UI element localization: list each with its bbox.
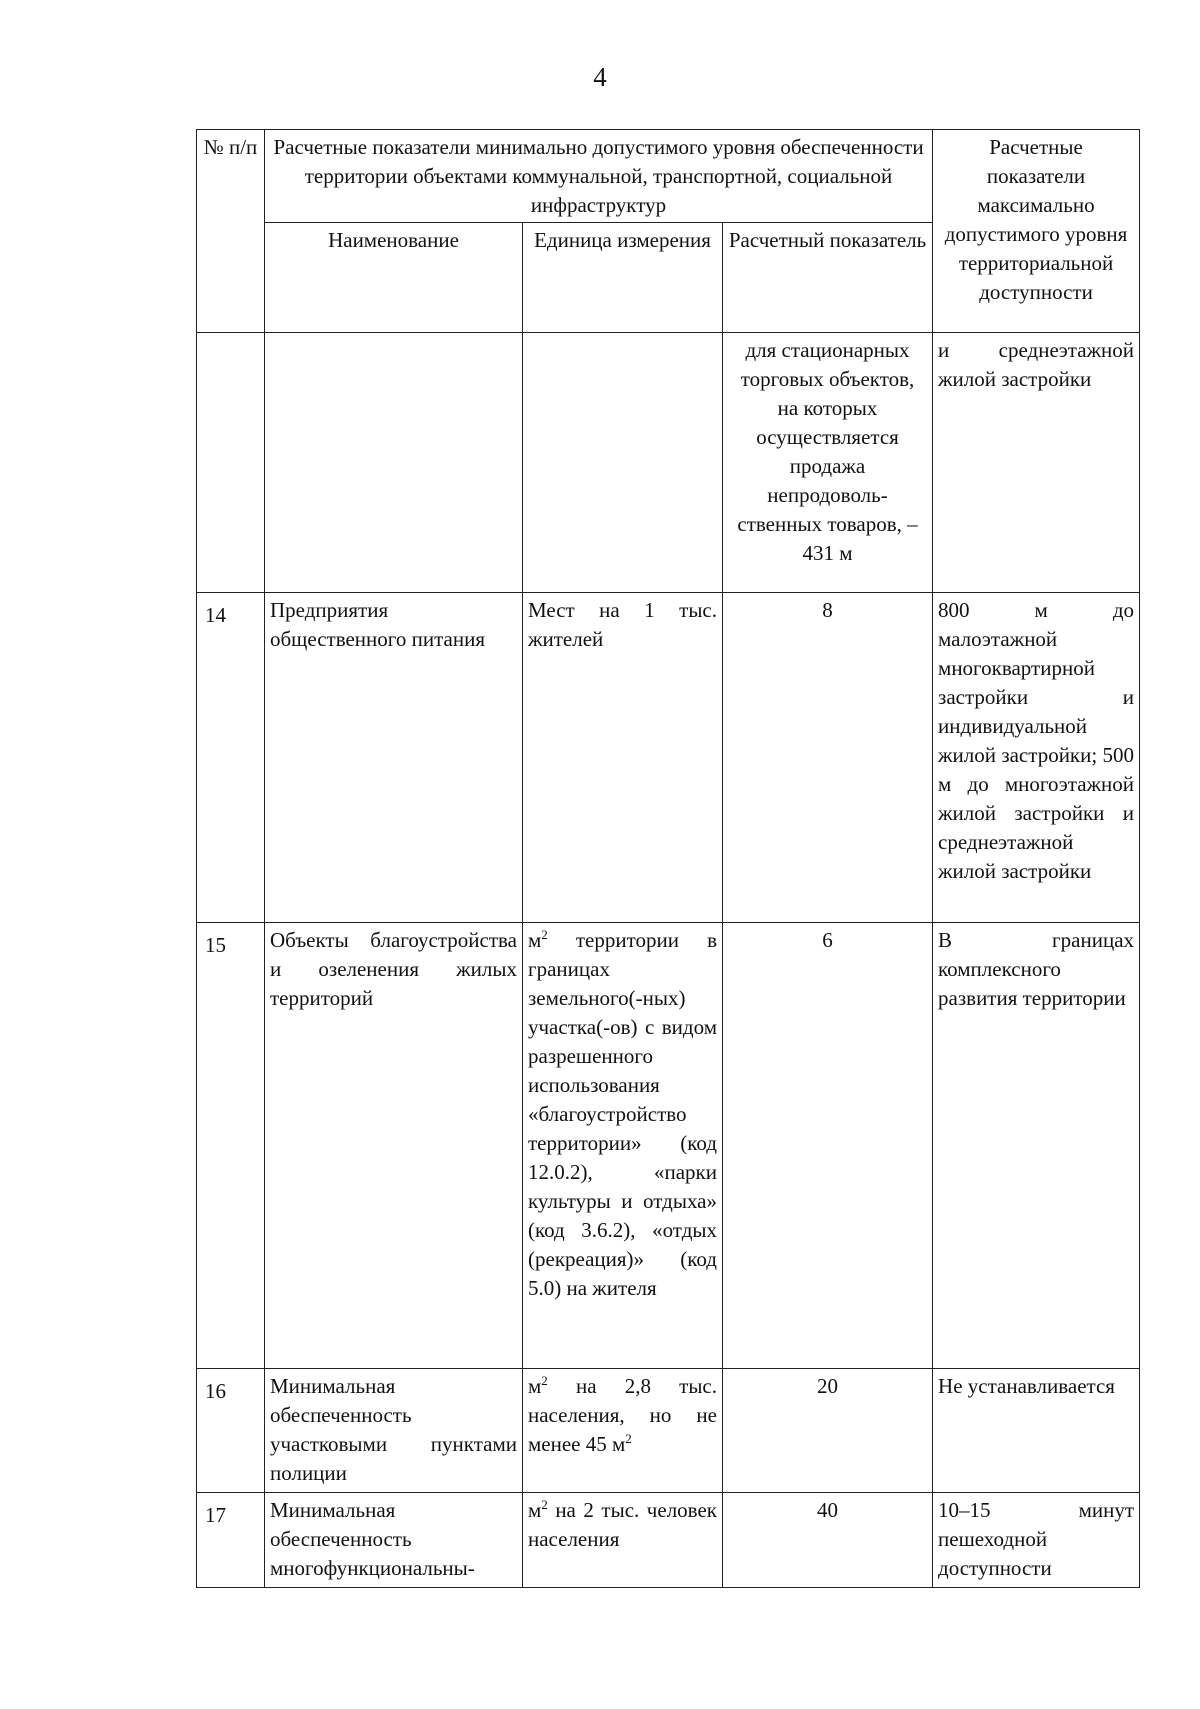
cell-number: 17 — [197, 1493, 265, 1588]
table-row — [197, 1493, 1140, 1588]
cell-name: Минимальная обеспеченность участковыми пунктами полиции — [265, 1369, 523, 1493]
header-name: Наименование — [265, 223, 523, 333]
cell-max: 800 м до малоэтажной многоквартирной застройки и индивидуальной жилой застройки; 500 м до многоэтажной жилой застройки и среднеэтажной жилой застройки — [933, 593, 1140, 923]
cell-value: для стационарных торговых объектов, на которых осуществляется продажа непродоволь-ственных товаров, – 431 м — [723, 333, 933, 593]
header-max-indicator: Расчетные показатели максимально допустимого уровня территориальной доступности — [933, 130, 1140, 333]
cell-value: 6 — [723, 923, 933, 1369]
cell-number — [197, 333, 265, 593]
header-value: Расчетный показатель — [723, 223, 933, 333]
cell-number: 15 — [197, 923, 265, 1369]
cell-value: 20 — [723, 1369, 933, 1493]
cell-value: 40 — [723, 1493, 933, 1588]
cell-name: Минимальная обеспеченность многофункциональны- — [265, 1493, 523, 1588]
cell-unit: Мест на 1 тыс. жителей — [523, 593, 723, 923]
header-group-title: Расчетные показатели минимально допустимого уровня обеспеченности территории объектами коммунальной, транспортной, социальной инфраструктур — [265, 130, 933, 223]
table-header-row — [197, 130, 1140, 223]
cell-value: 8 — [723, 593, 933, 923]
cell-unit: $м^2$ на 2 тыс. человек населения — [523, 1493, 723, 1588]
cell-name: Предприятия общественного питания — [265, 593, 523, 923]
header-number-label: № п/п — [203, 135, 258, 159]
header-unit: Единица измерения — [523, 223, 723, 333]
table-row — [197, 923, 1140, 1369]
header-number-cell — [197, 130, 265, 333]
cell-max: 10–15 минут пешеходной доступности — [933, 1493, 1140, 1588]
cell-unit — [523, 333, 723, 593]
cell-number: 14 — [197, 593, 265, 923]
cell-max: В границах комплексного развития территории — [933, 923, 1140, 1369]
cell-max: и среднеэтажной жилой застройки — [933, 333, 1140, 593]
cell-max: Не устанавливается — [933, 1369, 1140, 1493]
cell-name: Объекты благоустройства и озеленения жилых территорий — [265, 923, 523, 1369]
table-row — [197, 333, 1140, 593]
cell-name — [265, 333, 523, 593]
cell-unit: $м^2$ на 2,8 тыс. населения, но не менее 45 $м^2$ — [523, 1369, 723, 1493]
table-row — [197, 1369, 1140, 1493]
table-row — [197, 593, 1140, 923]
cell-number: 16 — [197, 1369, 265, 1493]
indicators-table — [196, 129, 1140, 1588]
page-number: 4 — [593, 62, 607, 92]
cell-unit: $м^2$ территории в границах земельного(-ных) участка(-ов) с видом разрешенного использования «благоустройство территории» (код 12.0.2), «парки культуры и отдыха» (код 3.6.2), «отдых (рекреация)» (код 5.0) на жителя — [523, 923, 723, 1369]
